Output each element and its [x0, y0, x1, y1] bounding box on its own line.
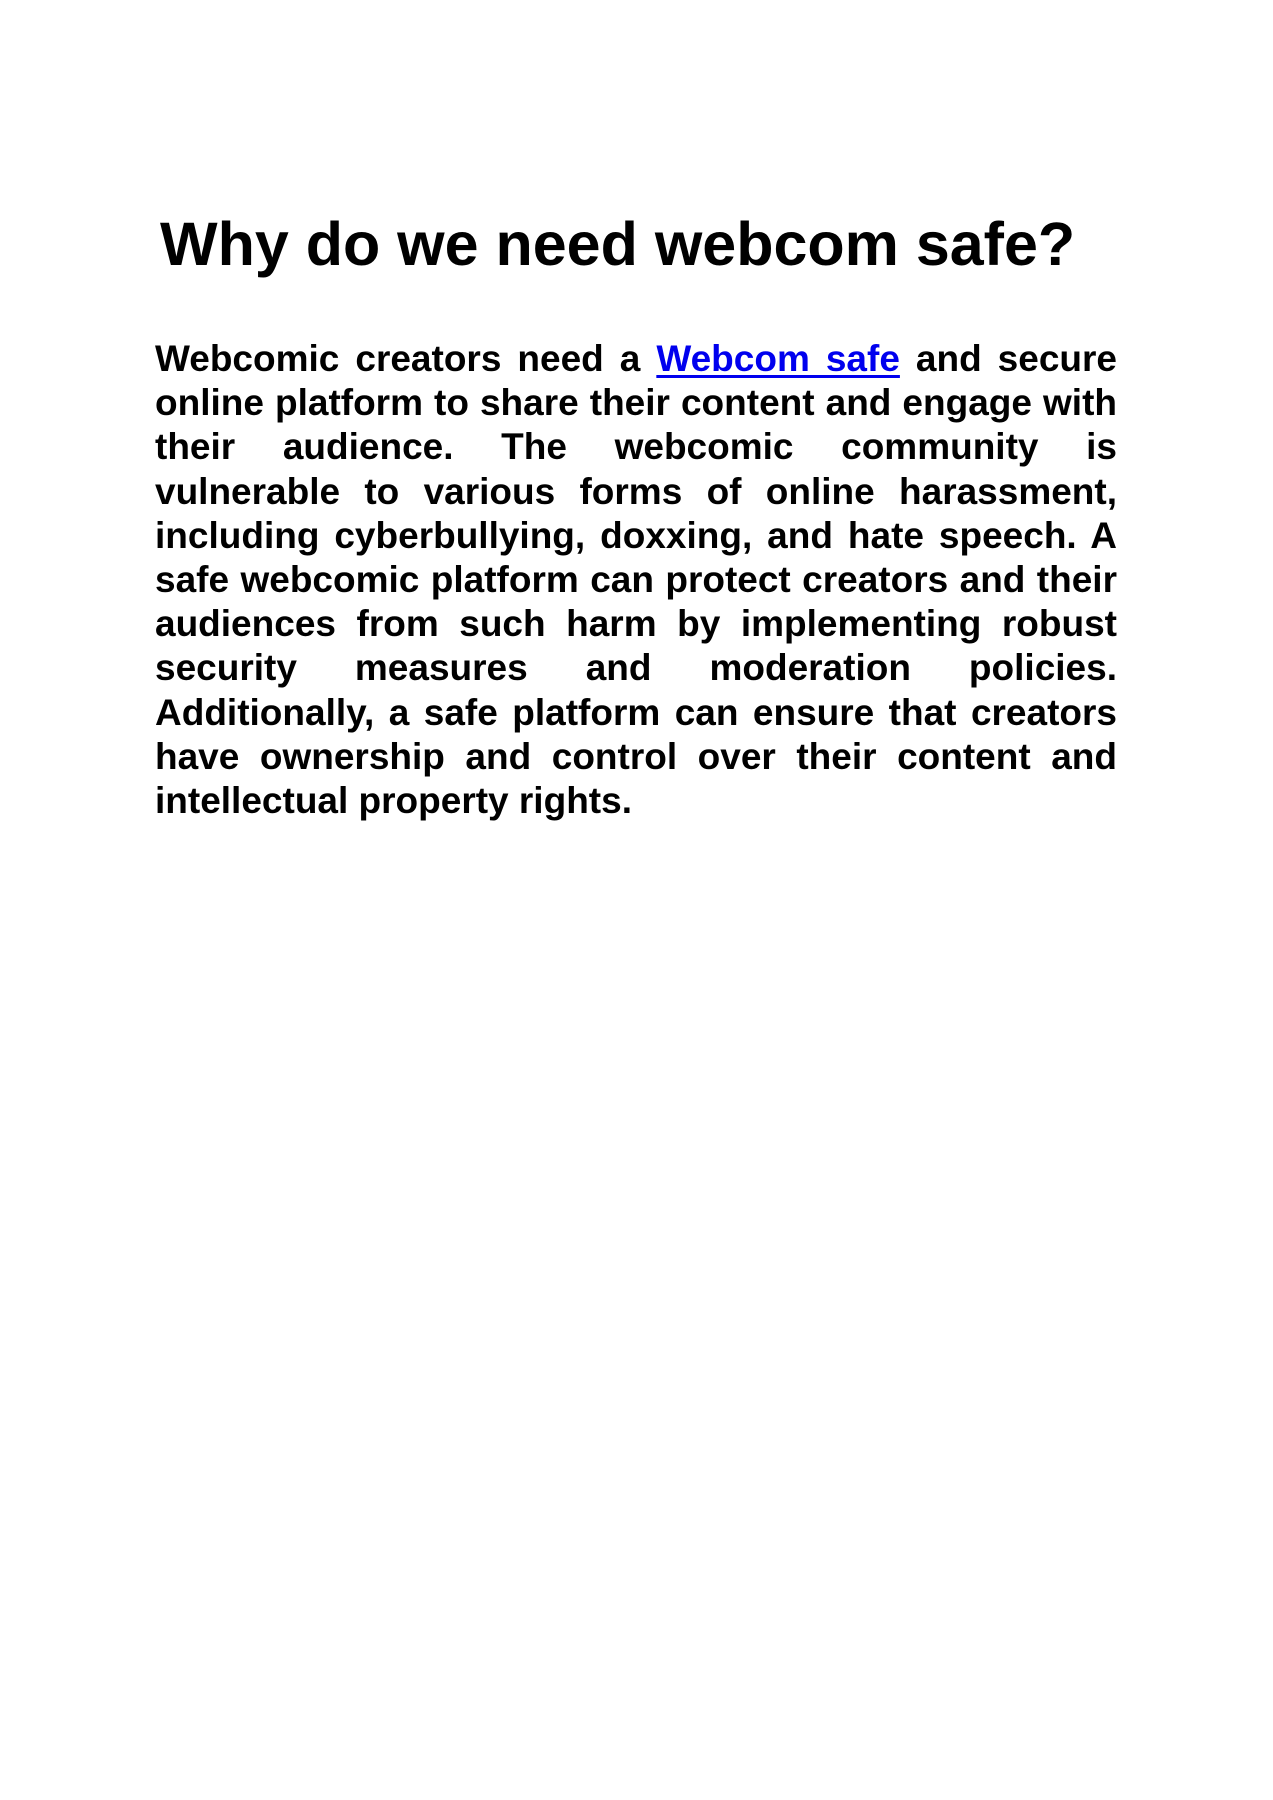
- page-title: Why do we need webcom safe?: [160, 210, 1076, 278]
- paragraph-text-after-link: and secure online platform to share their content and engage with their audience. The webcomic community is vulnerable to various forms of online harassment, including cyberbullying, doxxing, and hate speech. A safe webcomic platform can protect creators and their audiences from such harm by implementing robust security measures and moderation policies. Additionally, a safe platform can ensure that creators have ownership and control over their content and intellectual property rights.: [155, 338, 1117, 822]
- body-paragraph: [155, 337, 1117, 823]
- paragraph-text-before-link: Webcomic creators need a: [155, 338, 657, 379]
- webcom-safe-link[interactable]: Webcom safe: [656, 338, 900, 379]
